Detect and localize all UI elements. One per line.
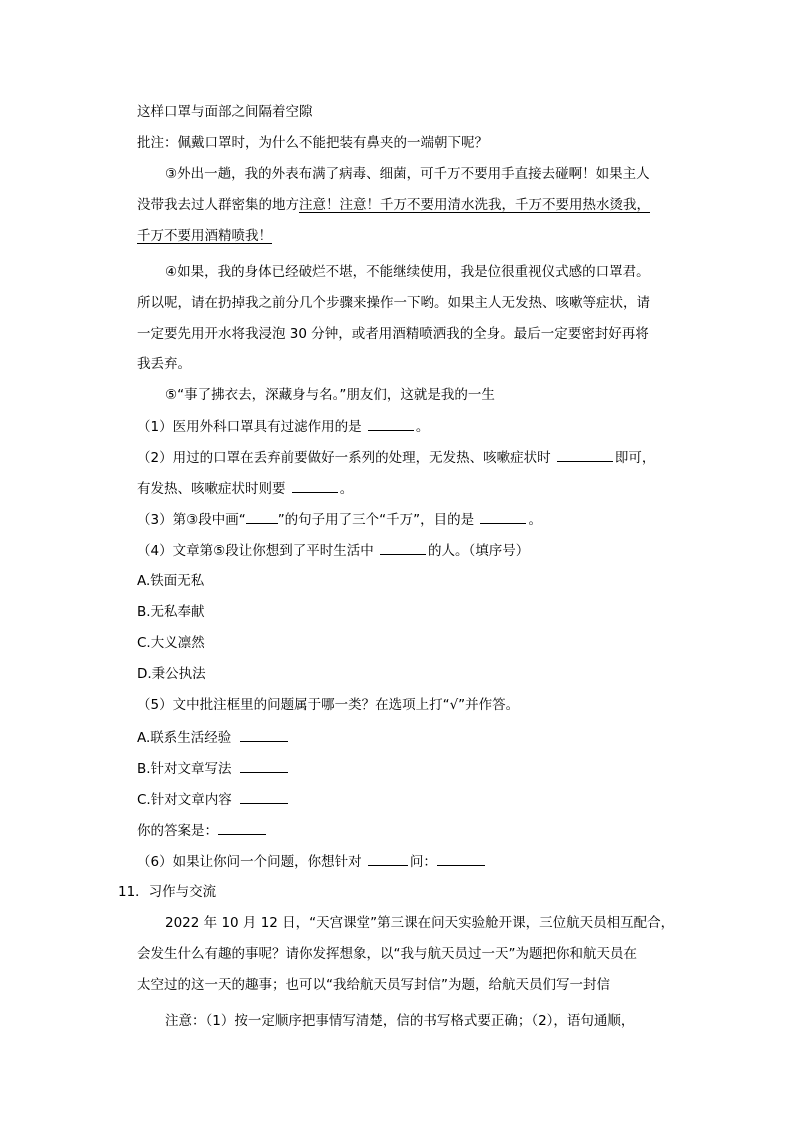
paragraph-3-line-1: ③外出一趟，我的外表布满了病毒、细菌，可千万不要用手直接去碰啊！如果主人 <box>165 166 650 182</box>
paragraph-4-line-3: 一定要先用开水将我浸泡 30 分钟，或者用酒精喷洒我的全身。最后一定要密封好再将 <box>137 326 649 342</box>
question-6: （6）如果让你问一个问题，你想针对 问： <box>137 851 485 872</box>
answer-blank[interactable] <box>480 509 526 524</box>
question-2-line-1: （2）用过的口罩在丢弃前要做好一系列的处理，无发热、咳嗽症状时 即可， <box>137 447 655 468</box>
paragraph-5: ⑤“事了拂衣去，深藏身与名。”朋友们，这就是我的一生 <box>165 387 495 403</box>
answer-blank[interactable] <box>368 851 408 866</box>
answer-blank[interactable] <box>292 478 338 493</box>
question-4: （4）文章第⑤段让你想到了平时生活中 的人。（填序号） <box>137 540 529 561</box>
option-b[interactable]: B.无私奉献 <box>137 604 205 620</box>
answer-blank[interactable] <box>218 820 266 835</box>
annotation-note: 批注：佩戴口罩时，为什么不能把装有鼻夹的一端朝下呢？ <box>137 135 488 151</box>
paragraph-3-line-2: 没带我去过人群密集的地方注意！注意！千万不要用清水洗我，千万不要用热水烫我， <box>137 197 650 213</box>
underlined-sentence: 千万不要用酒精喷我！ <box>137 228 272 244</box>
section-11-line-2: 会发生什么有趣的事呢？请你发挥想象，以“我与航天员过一天”为题把你和航天员在 <box>137 946 637 962</box>
answer-blank[interactable] <box>240 789 288 804</box>
question-5: （5）文中批注框里的问题属于哪一类？在选项上打“√”并作答。 <box>137 697 520 713</box>
section-11-title: 11．习作与交流 <box>118 884 217 900</box>
underlined-sentence: 注意！注意！千万不要用清水洗我，千万不要用热水烫我， <box>299 197 650 213</box>
answer-blank[interactable] <box>246 509 278 524</box>
section-11-line-3: 太空过的这一天的趣事；也可以“我给航天员写封信”为题，给航天员们写一封信 <box>137 977 610 993</box>
answer-blank[interactable] <box>437 851 485 866</box>
question-3: （3）第③段中画“ ”的句子用了三个“千万”，目的是 。 <box>137 509 542 530</box>
answer-line: 你的答案是： <box>137 820 266 841</box>
paragraph-4-line-4: 我丢弃。 <box>137 356 191 372</box>
answer-blank[interactable] <box>240 727 288 742</box>
option-b[interactable]: B.针对文章写法 <box>137 758 288 779</box>
option-c[interactable]: C.针对文章内容 <box>137 789 288 810</box>
option-d[interactable]: D.秉公执法 <box>137 666 206 682</box>
question-2-line-2: 有发热、咳嗽症状时则要 。 <box>137 478 353 499</box>
answer-blank[interactable] <box>380 540 426 555</box>
section-11-line-4: 注意：（1）按一定顺序把事情写清楚，信的书写格式要正确；（2），语句通顺， <box>165 1013 635 1029</box>
option-a[interactable]: A.联系生活经验 <box>137 727 288 748</box>
text-line: 这样口罩与面部之间隔着空隙 <box>137 104 313 120</box>
paragraph-3-line-3 <box>137 226 272 246</box>
answer-blank[interactable] <box>368 416 414 431</box>
option-a[interactable]: A.铁面无私 <box>137 573 205 589</box>
paragraph-4-line-1: ④如果，我的身体已经破烂不堪，不能继续使用，我是位很重视仪式感的口罩君。 <box>165 264 650 280</box>
question-1: （1）医用外科口罩具有过滤作用的是 。 <box>137 416 429 437</box>
option-c[interactable]: C.大义凛然 <box>137 635 205 651</box>
paragraph-4-line-2: 所以呢，请在扔掉我之前分几个步骤来操作一下哟。如果主人无发热、咳嗽等症状，请 <box>137 295 650 311</box>
answer-blank[interactable] <box>240 758 288 773</box>
section-11-line-1: 2022 年 10 月 12 日，“天宫课堂”第三课在问天实验舱开课，三位航天员相互配合， <box>165 915 675 931</box>
answer-blank[interactable] <box>557 447 613 462</box>
